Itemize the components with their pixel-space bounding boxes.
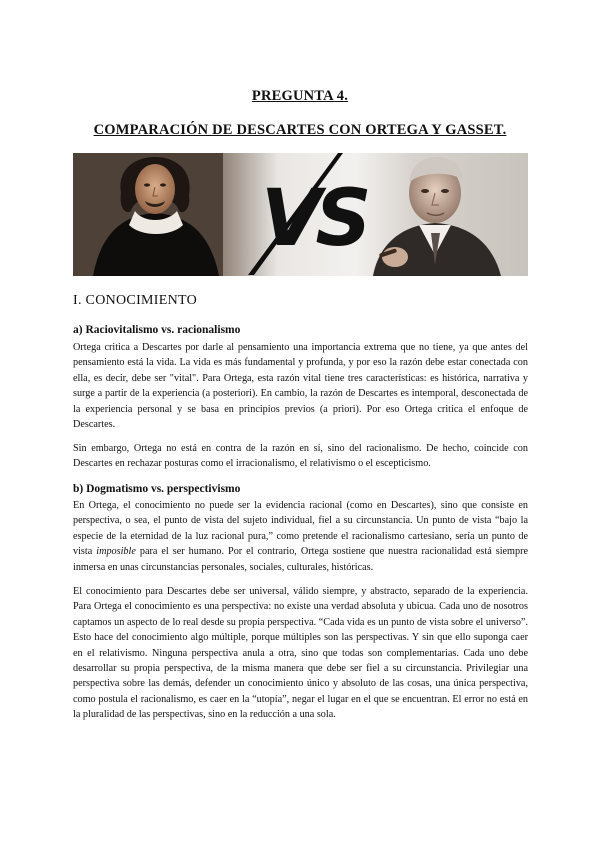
vs-text: VS (261, 174, 366, 264)
paragraph-3-part-1: En Ortega, el conocimiento no puede ser la evidencia racional (como en Descartes), sino que consiste en perspectiva, o sea, el punto de vista del sujeto individual, fiel a su circunstancia. Un punto de vista “bajo la especie de la eternidad de la luz racional pura,” como pretende el racionalismo cartesiano, sería un punto de vista (73, 500, 528, 558)
document-title: COMPARACIÓN DE DESCARTES CON ORTEGA Y GASSET. (93, 122, 507, 138)
paragraph-3 (73, 498, 528, 575)
question-title: PREGUNTA 4. (251, 88, 349, 104)
subsection-heading-a: a) Raciovitalismo vs. racionalismo (73, 324, 241, 336)
subsection-heading-b: b) Dogmatismo vs. perspectivismo (73, 483, 241, 495)
section-heading: I. CONOCIMIENTO (73, 293, 198, 308)
paragraph-4: El conocimiento para Descartes debe ser universal, válido siempre, y abstracto, separado de la experiencia. Para Ortega el conocimiento es una perspectiva: no existe una verdad absoluta y ubicua. Cada uno de nosotros captamos un aspecto de lo real desde su propia perspectiva. “Cada vida es un punto de vista sobre el universo”. Esto hace del conocimiento algo múltiple, porque múltiples son las perspectivas. Y sin que ello suponga caer en el relativismo. Ninguna perspectiva anula a otra, sino que todas son complementarias. Cada uno debe desarrollar su propia perspectiva, de la misma manera que debe ser fiel a su circunstancia. Privilegiar una perspectiva sobre las demás, defender un conocimiento único y absoluto de las cosas, una única perspectiva, como postula el racionalismo, es caer en la “utopía”, negar el lugar en el que se encuentran. El error no está en la pluralidad de las perspectivas, sino en la reducción a una sola. (73, 586, 528, 721)
paragraph-2: Sin embargo, Ortega no está en contra de la razón en sí, sino del racionalismo. De hecho, coincide con Descartes en rechazar posturas como el irracionalismo, el relativismo o el escepticismo. (73, 443, 528, 470)
paragraph-1: Ortega critica a Descartes por darle al pensamiento una importancia extrema que no tiene, ya que antes del pensamiento está la vida. La vida es más fundamental y profunda, y por eso la razón debe estar conectada con ella, es decir, debe ser "vital". Para Ortega, esta razón vital tiene tres características: es histórica, narrativa y surge a partir de la experiencia (a posteriori). En cambio, la razón de Descartes es intemporal, desconectada de la experiencia personal y se basa en principios previos (a priori). Por eso Ortega critica el enfoque de Descartes. (73, 342, 528, 431)
descartes-portrait-icon (73, 153, 223, 276)
paragraph-3-part-2: para el ser humano. Por el contrario, Ortega sostiene que nuestra racionalidad está siempre inmersa en unas circunstancias personales, sociales, culturales, históricas. (73, 546, 528, 573)
emphasis-imposible: imposible (96, 546, 136, 558)
comparison-image (73, 153, 528, 276)
